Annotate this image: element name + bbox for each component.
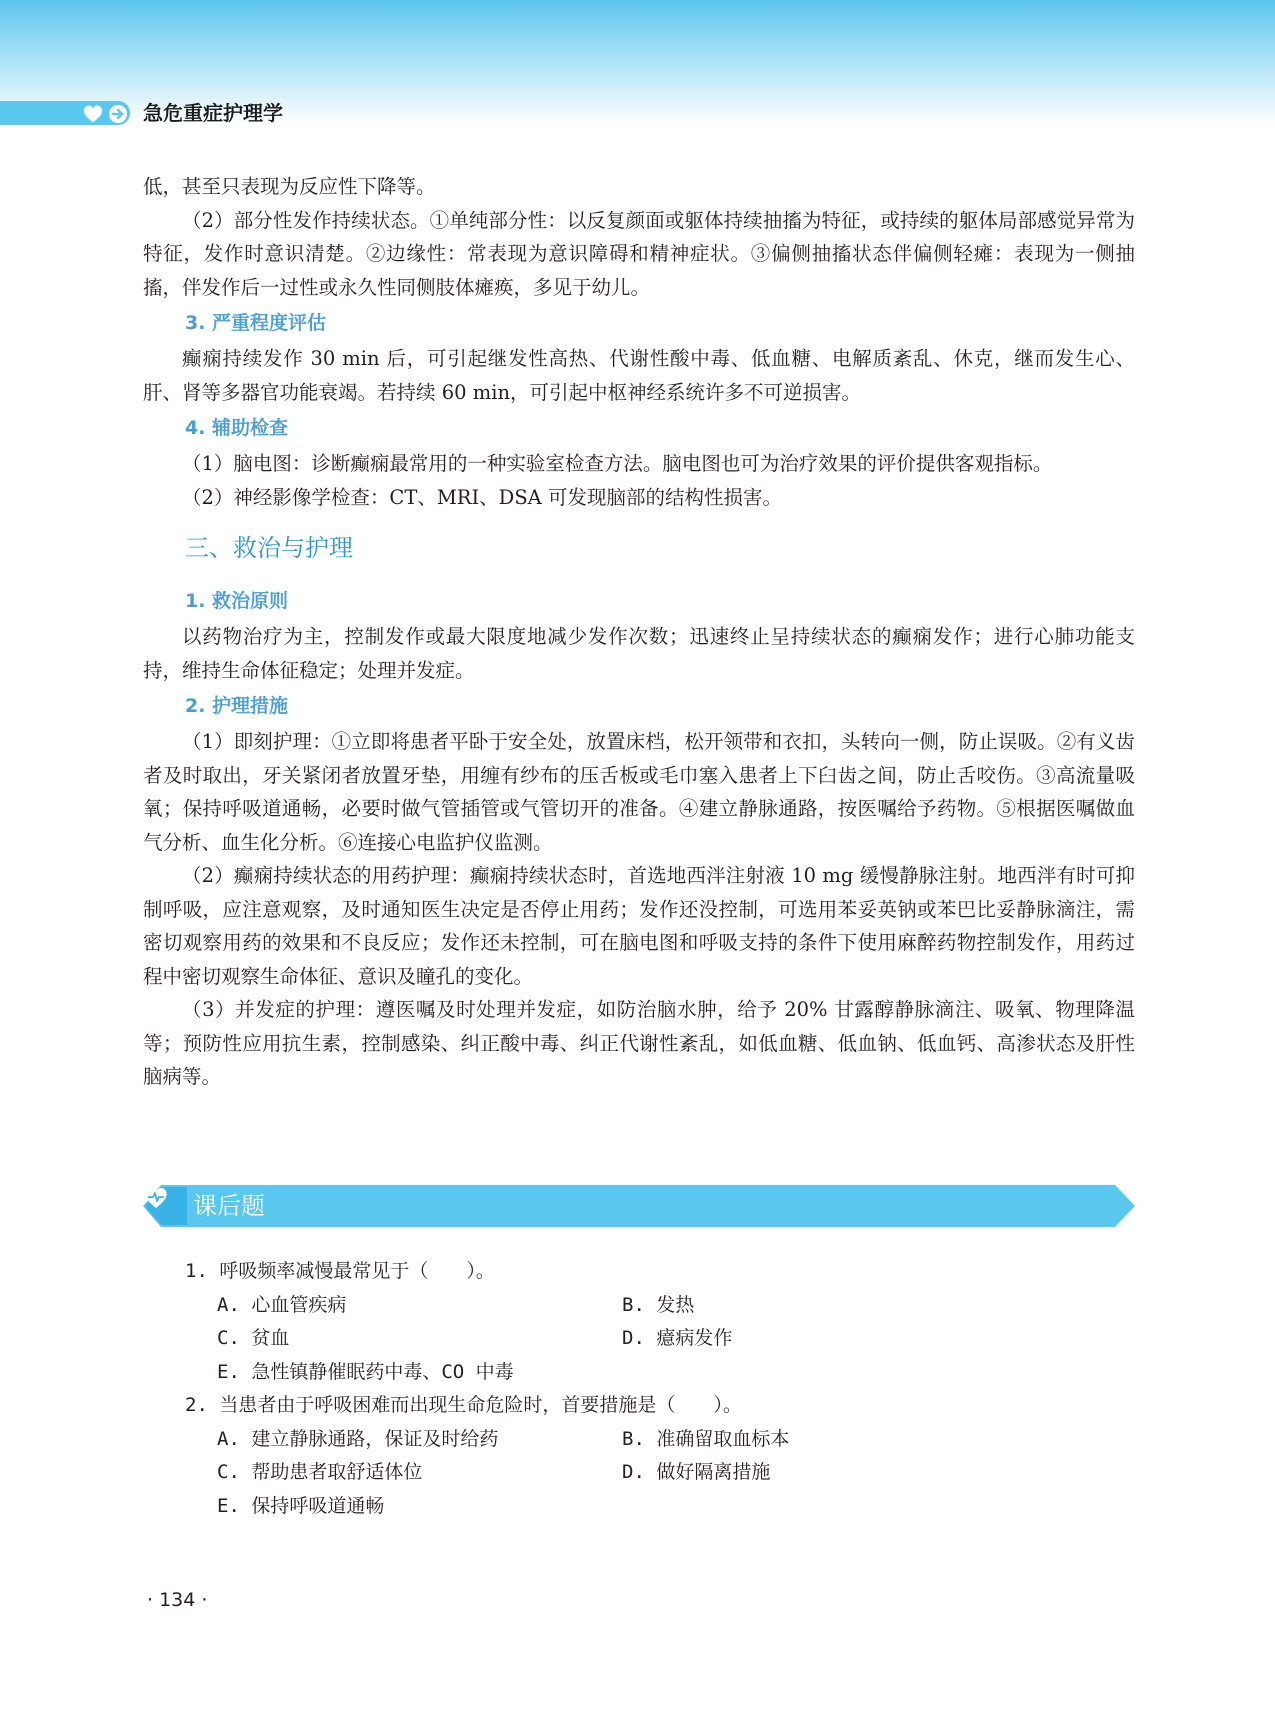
paragraph: （3）并发症的护理：遵医嘱及时处理并发症，如防治脑水肿，给予 20% 甘露醇静脉滴注、吸氧、物理降温等；预防性应用抗生素，控制感染、纠正酸中毒、纠正代谢性紊乱，如低血糖、低血钠、低血钙、高渗状态及肝性脑病等。 [143,998,1135,1088]
option: D. 癔病发作 [622,1327,733,1349]
paragraph: （1）脑电图：诊断癫痫最常用的一种实验室检查方法。脑电图也可为治疗效果的评价提供客观指标。 [182,452,1053,475]
subsection-heading: 4. 辅助检查 [185,417,289,439]
option: A. 建立静脉通路，保证及时给药 [217,1427,499,1450]
option: C. 贫血 [217,1327,290,1349]
paragraph: 低，甚至只表现为反应性下降等。 [143,175,436,198]
question-list [185,1255,1085,1523]
exercise-banner [143,1185,1135,1227]
option-row [185,1423,1085,1457]
option: E. 保持呼吸道通畅 [217,1494,385,1517]
main-content [143,170,1135,1094]
paragraph: 癫痫持续发作 30 min 后，可引起继发性高热、代谢性酸中毒、低血糖、电解质紊乱、休克，继而发生心、肝、肾等多器官功能衰竭。若持续 60 min，可引起中枢神经系统许多不可逆损害。 [143,347,1135,404]
option-row [185,1356,1085,1390]
page-number: · 134 · [147,1589,208,1611]
heart-icon [82,104,104,124]
option: B. 准确留取血标本 [622,1427,790,1450]
option-row [185,1322,1085,1356]
section-heading: 三、救治与护理 [185,534,353,562]
paragraph: （2）神经影像学检查：CT、MRI、DSA 可发现脑部的结构性损害。 [182,485,782,509]
subsection-heading: 3. 严重程度评估 [185,312,327,334]
paragraph: （2）癫痫持续状态的用药护理：癫痫持续状态时，首选地西泮注射液 10 mg 缓慢静脉注射。地西泮有时可抑制呼吸，应注意观察，及时通知医生决定是否停止用药；发作还没控制，可选用苯妥英钠或苯巴比妥静脉滴注，需密切观察用药的效果和不良反应；发作还未控制，可在脑电图和呼吸支持的条件下使用麻醉药物控制发作，用药过程中密切观察生命体征、意识及瞳孔的变化。 [143,864,1135,988]
option-row [185,1490,1085,1524]
paragraph: （1）即刻护理：①立即将患者平卧于安全处，放置床档，松开领带和衣扣，头转向一侧，防止误吸。②有义齿者及时取出，牙关紧闭者放置牙垫，用缠有纱布的压舌板或毛巾塞入患者上下臼齿之间，防止舌咬伤。③高流量吸氧；保持呼吸道通畅，必要时做气管插管或气管切开的准备。④建立静脉通路，按医嘱给予药物。⑤根据医嘱做血气分析、血生化分析。⑥连接心电监护仪监测。 [143,730,1135,854]
question-stem: 2. 当患者由于呼吸困难而出现生命危险时，首要措施是（ ）。 [185,1394,742,1416]
option: B. 发热 [622,1293,695,1316]
exercise-title: 课后题 [193,1192,265,1220]
heartbeat-icon [143,1185,169,1211]
banner-shape [143,1185,1135,1227]
option-row [185,1289,1085,1323]
arrow-right-icon [108,104,128,124]
option: E. 急性镇静催眠药中毒、CO 中毒 [217,1360,514,1383]
book-title: 急危重症护理学 [143,101,283,125]
option: C. 帮助患者取舒适体位 [217,1461,423,1483]
option: A. 心血管疾病 [217,1293,347,1316]
subsection-heading: 2. 护理措施 [185,695,289,717]
question-stem: 1. 呼吸频率减慢最常见于（ ）。 [185,1260,495,1282]
option-row [185,1456,1085,1490]
paragraph: （2）部分性发作持续状态。①单纯部分性：以反复颜面或躯体持续抽搐为特征，或持续的躯体局部感觉异常为特征，发作时意识清楚。②边缘性：常表现为意识障碍和精神症状。③偏侧抽搐状态伴偏侧轻瘫：表现为一侧抽搐，伴发作后一过性或永久性同侧肢体瘫痪，多见于幼儿。 [143,208,1135,299]
subsection-heading: 1. 救治原则 [185,590,289,612]
option: D. 做好隔离措施 [622,1461,771,1483]
paragraph: 以药物治疗为主，控制发作或最大限度地减少发作次数；迅速终止呈持续状态的癫痫发作；进行心肺功能支持，维持生命体征稳定；处理并发症。 [143,625,1135,682]
